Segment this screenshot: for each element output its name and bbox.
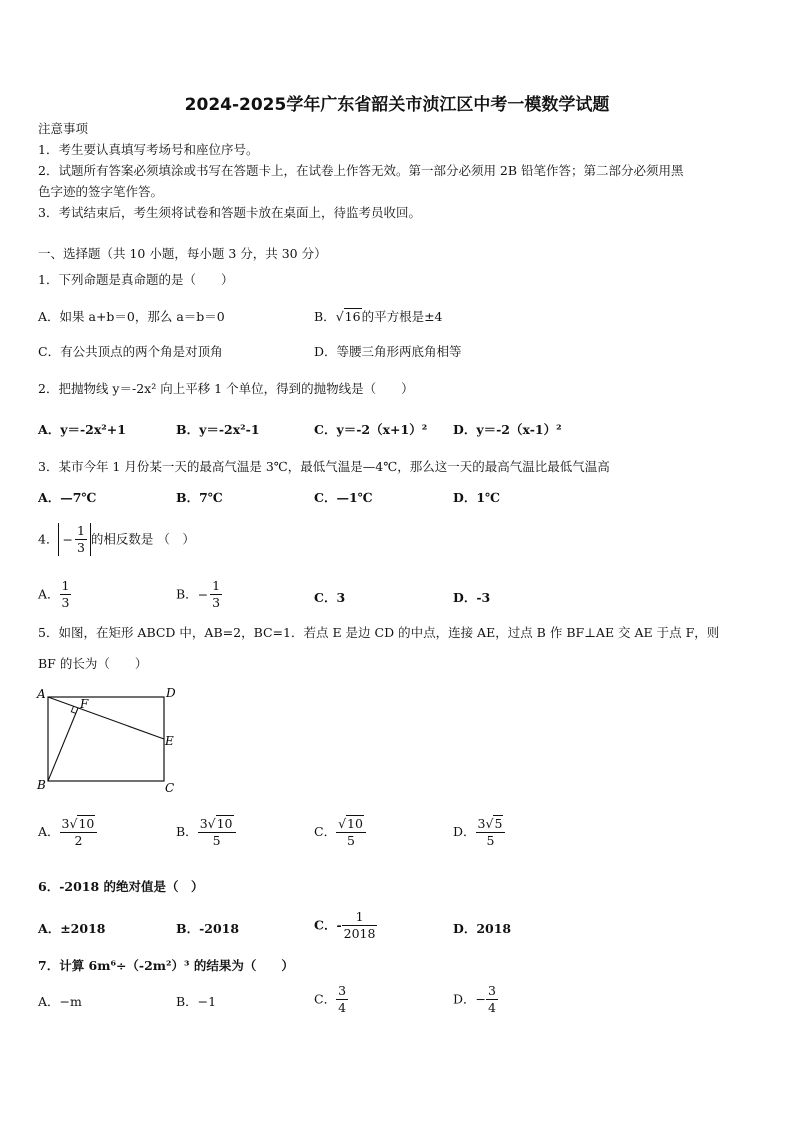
q5-option-b: B． $\frac{3√10}{5}$ [176, 815, 236, 849]
q6-option-d: D．2018 [453, 921, 512, 936]
q4-option-b: B．− $\frac{1}{3}$ [176, 578, 221, 610]
notice-item-2: 2．试题所有答案必须填涂或书写在答题卡上，在试卷上作答无效。第一部分必须用 2B 铅笔作答；第二部分必须用黑 [38, 163, 684, 178]
notice-item-2-cont: 色字迹的签字笔作答。 [38, 184, 164, 199]
q1-option-b: B．√16的平方根是±4 [314, 309, 443, 324]
q1-option-c: C．有公共顶点的两个角是对顶角 [38, 344, 223, 359]
q5-option-c: C． $\frac{√10}{5}$ [314, 815, 366, 849]
label-e: E [165, 734, 174, 748]
q3-option-b: B．7℃ [176, 490, 223, 505]
q7-option-b: B．−1 [176, 994, 217, 1009]
q5-stem-line2: BF 的长为（ ） [38, 656, 148, 671]
label-d: D [166, 686, 176, 700]
q6-option-c: C．- $\frac{1}{2018}$ [314, 909, 376, 941]
q4-option-d: D．-3 [453, 590, 491, 605]
q1-option-a: A．如果 a+b＝0，那么 a＝b＝0 [38, 309, 225, 324]
q2-option-c: C．y＝-2（x+1）² [314, 422, 428, 437]
q5-stem-line1: 5．如图，在矩形 ABCD 中，AB=2，BC=1．若点 E 是边 CD 的中点，连接 AE，过点 B 作 BF⊥AE 交 AE 于点 F，则 [38, 625, 720, 640]
q6-option-a: A．±2018 [38, 921, 106, 936]
q1-option-d: D．等腰三角形两底角相等 [314, 344, 462, 359]
section-heading: 一、选择题（共 10 小题，每小题 3 分，共 30 分） [38, 246, 327, 261]
q3-stem: 3．某市今年 1 月份某一天的最高气温是 3℃，最低气温是—4℃，那么这一天的最高气温比最低气温高 [38, 459, 610, 474]
q7-option-d: D．− $\frac{3}{4}$ [453, 983, 496, 1015]
q7-stem: 7．计算 6m⁶÷（-2m²）³ 的结果为（ ） [38, 958, 294, 973]
q2-option-d: D．y＝-2（x-1）² [453, 422, 562, 437]
q6-stem: 6．-2018 的绝对值是（ ） [38, 879, 204, 894]
notice-item-1: 1．考生要认真填写考场号和座位序号。 [38, 142, 259, 157]
q2-stem: 2．把抛物线 y＝-2x² 向上平移 1 个单位，得到的抛物线是（ ） [38, 381, 414, 396]
segment-ae [48, 697, 164, 739]
q5-option-a: A． $\frac{3√10}{2}$ [38, 815, 97, 849]
q3-option-d: D．1℃ [453, 490, 501, 505]
rectangle-figure [34, 684, 184, 796]
q4-option-a: A． $\frac{1}{3}$ [38, 578, 70, 610]
label-b: B [37, 778, 46, 792]
page-title: 2024-2025学年广东省韶关市浈江区中考一模数学试题 [184, 95, 610, 115]
q4-option-c: C．3 [314, 590, 346, 605]
q2-option-a: A．y＝-2x²+1 [38, 422, 126, 437]
label-c: C [165, 781, 175, 795]
q7-option-c: C． $\frac{3}{4}$ [314, 983, 347, 1015]
label-f: F [80, 697, 89, 711]
q7-option-a: A．−m [38, 994, 82, 1009]
q5-option-d: D． $\frac{3√5}{5}$ [453, 815, 505, 849]
notice-item-3: 3．考试结束后，考生须将试卷和答题卡放在桌面上，待监考员收回。 [38, 205, 421, 220]
q2-option-b: B．y＝-2x²-1 [176, 422, 260, 437]
segment-bf [48, 708, 78, 781]
q3-option-a: A．—7℃ [38, 490, 97, 505]
q1-stem: 1．下列命题是真命题的是（ ） [38, 272, 234, 287]
notice-heading: 注意事项 [38, 121, 89, 136]
q6-option-b: B．-2018 [176, 921, 240, 936]
q4-stem: 4． − $\frac{1}{3}$ 的相反数是 （ ） [38, 523, 195, 555]
q3-option-c: C．—1℃ [314, 490, 373, 505]
label-a: A [37, 687, 46, 701]
